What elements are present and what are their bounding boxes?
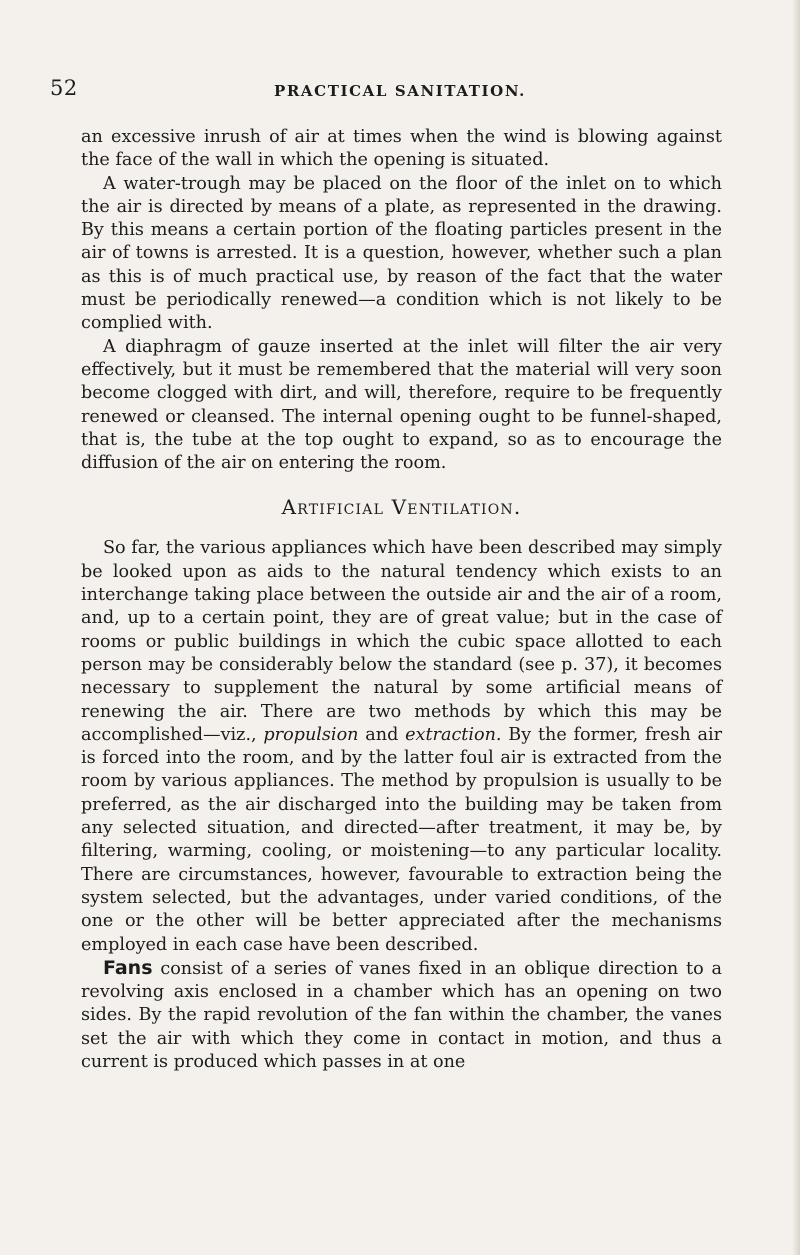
paragraph-continued: an excessive inrush of air at times when the wind is blowing against the face of the wall in which the opening is situated. [81,127,722,171]
running-title: PRACTICAL SANITATION. [273,82,527,100]
run-in-heading-fans: Fans [103,956,153,979]
paragraph-text: So far, the various appliances which have been described may simply be looked upon as aids to the natural tendency which exists to an interchange taking place between the outside air and the air of a room, and, up to a certain point, they are of great value; but in the case of rooms or public buildings in which the cubic space allotted to each person may be considerably below the standard (see p. 37), it becomes necessary to supplement the natural by some artificial means of renewing the air. There are two methods by which this may be accomplished—viz., [81,538,722,745]
paragraph-text: and [358,724,406,745]
paragraph-text: consist of a series of vanes fixed in an oblique direction to a revolving axis enclosed in a chamber which has an opening on two sides. By the rapid revolution of the fan within the chamber, the vanes set the air with which they come in contact in motion, and thus a current is produced which passes in at one [81,958,722,1072]
page-edge-shadow [792,0,800,1255]
term-propulsion: propulsion [263,724,359,745]
paragraph-water-trough: A water-trough may be placed on the floor of the inlet on to which the air is directed by means of a plate, as represented in the drawing. By this means a certain portion of the floating particles present in the air of towns is arrested. It is a question, however, whether such a plan as this is of much practical use, by reason of the fact that the water must be periodically renewed—a condition which is not likely to be complied with. [81,173,722,334]
term-extraction: extraction. [405,724,502,745]
page-header [50,76,750,106]
paragraph-text: By the former, fresh air is forced into the room, and by the latter foul air is extracted from the room by various appliances. The method by propulsion is usually to be preferred, as the air discharged into the building may be taken from any selected situation, and directed—after treatment, it may be, by filtering, warming, cooling, or moistening—to any particular locality. There are circumstances, however, favourable to extraction being the system selected, but the advantages, under varied conditions, of the one or the other will be better appreciated after the mechanisms employed in each case have been described. [81,724,722,955]
paragraph-artificial-ventilation [81,537,722,956]
section-heading: Artificial Ventilation. [281,495,522,520]
page-number: 52 [50,76,78,100]
page-body [81,126,722,1074]
paragraph-fans [81,957,722,1074]
paragraph-gauze-diaphragm: A diaphragm of gauze inserted at the inlet will filter the air very effectively, but it must be remembered that the material will very soon become clogged with dirt, and will, therefore, require to be frequently renewed or cleansed. The internal opening ought to be funnel-shaped, that is, the tube at the top ought to expand, so as to encourage the diffusion of the air on entering the room. [81,336,722,474]
